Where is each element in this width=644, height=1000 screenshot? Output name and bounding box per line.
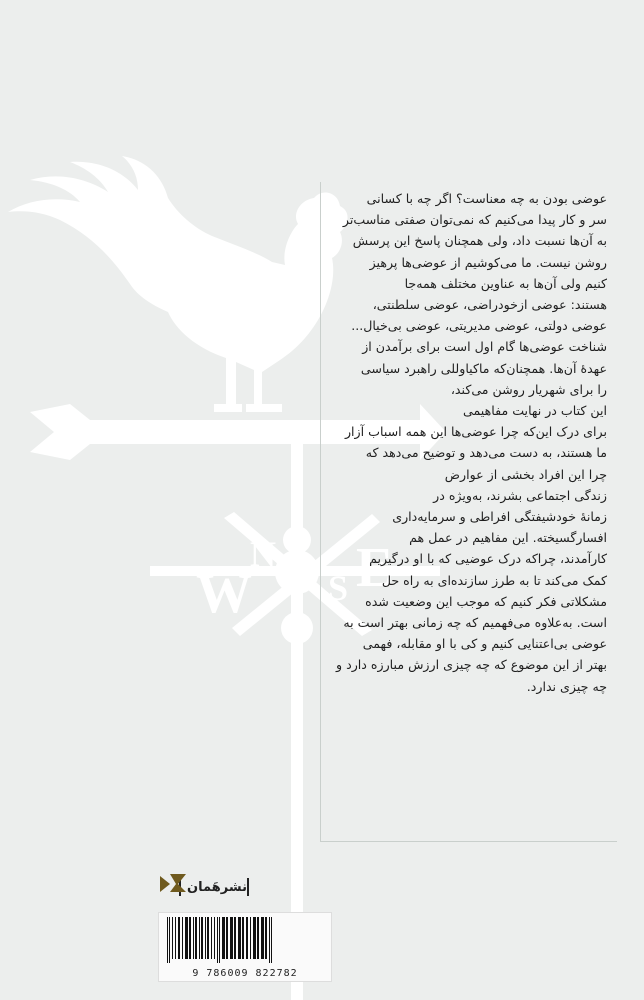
blurb-line: عهدهٔ آن‌ها. همچنان‌که ماکیاوللی راهبرد سیاسی <box>360 360 607 376</box>
blurb-line: زندگی اجتماعی بشرند، به‌ویژه در <box>433 487 607 503</box>
blurb-line: به آن‌ها نسبت داد، ولی همچنان پاسخ این پرسش <box>352 233 607 249</box>
blurb-line: عوضی دولتی، عوضی مدیریتی، عوضی بی‌خیال... <box>351 318 607 334</box>
barcode-bar <box>219 917 220 963</box>
letter-e: E <box>356 537 394 599</box>
blurb-line: روشن نیست. ما می‌کوشیم از عوضی‌ها پرهیز <box>369 254 607 270</box>
blurb-text <box>325 188 607 697</box>
publisher-logo <box>158 872 270 902</box>
barcode-bar <box>257 917 259 959</box>
blurb-line: چه چیزی ندارد. <box>526 678 607 694</box>
blurb-line: سر و کار پیدا می‌کنیم که نمی‌توان صفتی مناسب‌تر <box>342 212 607 228</box>
blurb-line: برای درک این‌که چرا عوضی‌ها این همه اسباب آزار <box>344 424 607 440</box>
barcode-bar <box>167 917 168 963</box>
logo-bar-icon <box>247 878 249 896</box>
barcode-bar <box>234 917 236 959</box>
blurb-line: را برای شهریار روشن می‌کند، <box>450 381 607 397</box>
barcode-bar <box>199 917 200 959</box>
barcode-bar <box>201 917 203 959</box>
barcode-bar <box>242 917 244 959</box>
blurb-line: کنیم ولی آن‌ها به عناوین مختلف همه‌جا <box>404 275 607 291</box>
barcode-bar <box>211 917 212 959</box>
letter-s: S <box>328 568 349 608</box>
barcode-bar <box>214 917 215 959</box>
blurb-line: بهتر از این موضوع که چه چیزی ارزش مبارزه دارد و <box>336 657 607 673</box>
barcode-bar <box>178 917 180 959</box>
barcode-bar <box>271 917 272 963</box>
blurb-line: کمک می‌کند تا به طرز سازنده‌ای به راه حل <box>381 572 607 588</box>
barcode-bar <box>175 917 176 959</box>
blurb-line: است. به‌علاوه می‌فهمیم که چه زمانی بهتر است به <box>343 615 607 631</box>
blurb-line: مشکلاتی فکر کنیم که موجب این وضعیت شده <box>365 593 607 609</box>
barcode-bar <box>182 917 183 959</box>
barcode-bar <box>230 917 233 959</box>
blurb-line: افسارگسیخته. این مفاهیم در عمل هم <box>409 530 607 546</box>
blurb-line: این کتاب در نهایت مفاهیمی <box>463 403 607 419</box>
barcode-bar <box>253 917 256 959</box>
barcode-bar <box>195 917 197 959</box>
barcode-bar <box>217 917 218 963</box>
barcode-bar <box>172 917 173 959</box>
blurb-panel <box>320 182 617 842</box>
barcode-bar <box>269 917 270 963</box>
blurb-line: هستند: عوضی ازخودراضی، عوضی سلطنتی، <box>372 297 607 313</box>
blurb-line: کارآمدند، چراکه درک عوضیی که با او درگیریم <box>369 551 607 567</box>
publisher-name: نشرهَمان <box>187 879 247 895</box>
rooster-icon <box>8 156 348 412</box>
letter-w: W <box>196 563 252 625</box>
barcode-number: 9 786009 822782 <box>192 968 298 979</box>
blurb-line: عوضی بودن به چه معناست؟ اگر چه با کسانی <box>366 191 607 206</box>
center-ball-bottom <box>281 612 313 644</box>
barcode-bar <box>222 917 225 959</box>
barcode-bar <box>189 917 191 959</box>
barcode-bar <box>246 917 248 959</box>
center-ball-top <box>283 526 311 554</box>
barcode-bars-icon <box>159 913 331 967</box>
barcode-bar <box>205 917 206 959</box>
barcode-bar <box>250 917 251 959</box>
center-ball <box>275 550 319 594</box>
barcode-bar <box>193 917 194 959</box>
barcode-bar <box>169 917 170 963</box>
blurb-line: عوضی بی‌اعتنایی کنیم و کی با او مقابله، فهمی <box>362 636 607 652</box>
barcode-bar <box>207 917 209 959</box>
barcode-bar <box>185 917 188 959</box>
blurb-line: چرا این افراد بخشی از عوارض <box>444 466 607 482</box>
barcode-bar <box>226 917 228 959</box>
barcode-bar <box>265 917 267 959</box>
letter-n: N <box>250 534 276 574</box>
barcode-bar <box>238 917 241 959</box>
blurb-line: شناخت عوضی‌ها گام اول است برای برآمدن از <box>362 339 607 355</box>
barcode <box>158 912 332 982</box>
blurb-line: زمانهٔ خودشیفتگی افراطی و سرمایه‌داری <box>392 509 607 525</box>
barcode-bar <box>261 917 264 959</box>
blurb-line: ما هستند، به دست می‌دهد و توضیح می‌دهد که <box>365 445 607 461</box>
publisher-logo-icon <box>158 872 188 894</box>
